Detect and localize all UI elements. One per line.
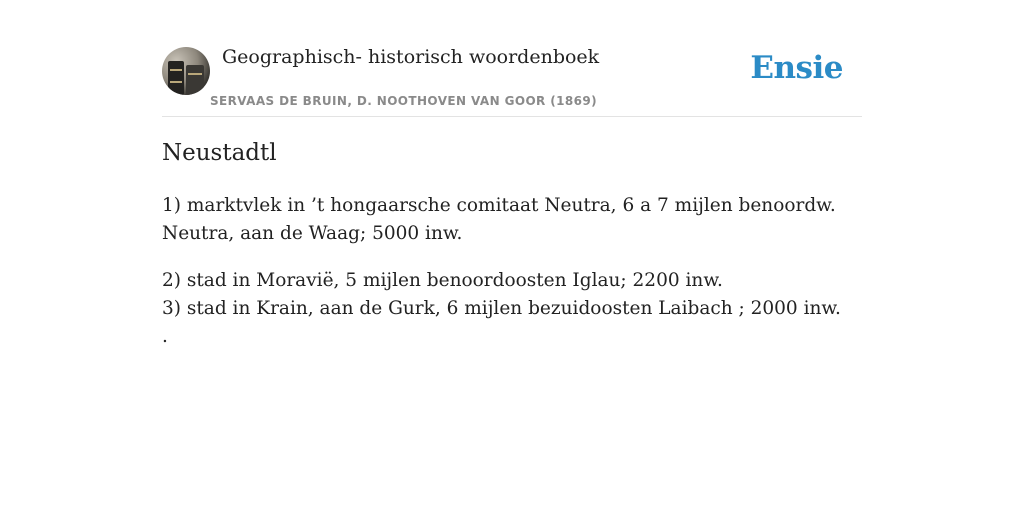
definition-line: 2) stad in Moravië, 5 mijlen benoordoosten Iglau; 2200 inw. <box>162 270 723 291</box>
entry-body <box>162 192 852 370</box>
definition-line: 1) marktvlek in ’t hongaarsche comitaat Neutra, 6 a 7 mijlen benoordw. Neutra, aan de Waag; 5000 inw. <box>162 195 836 244</box>
ensie-logo[interactable]: Ensie <box>750 50 843 86</box>
entry-title: Neustadtl <box>162 140 277 166</box>
books-icon[interactable] <box>162 47 210 95</box>
entry-paragraph <box>162 267 852 351</box>
entry-paragraph <box>162 192 852 248</box>
book-spine-right <box>186 65 204 95</box>
book-spine-left <box>168 61 184 95</box>
book-band <box>170 81 182 83</box>
book-band <box>170 69 182 71</box>
source-book-author: SERVAAS DE BRUIN, D. NOOTHOVEN VAN GOOR (1869) <box>210 94 598 108</box>
definition-line: 3) stad in Krain, aan de Gurk, 6 mijlen bezuidoosten Laibach ; 2000 inw. . <box>162 298 841 347</box>
entry-header <box>162 44 862 117</box>
book-band <box>188 73 202 75</box>
source-book-title[interactable]: Geographisch- historisch woordenboek <box>222 46 600 68</box>
